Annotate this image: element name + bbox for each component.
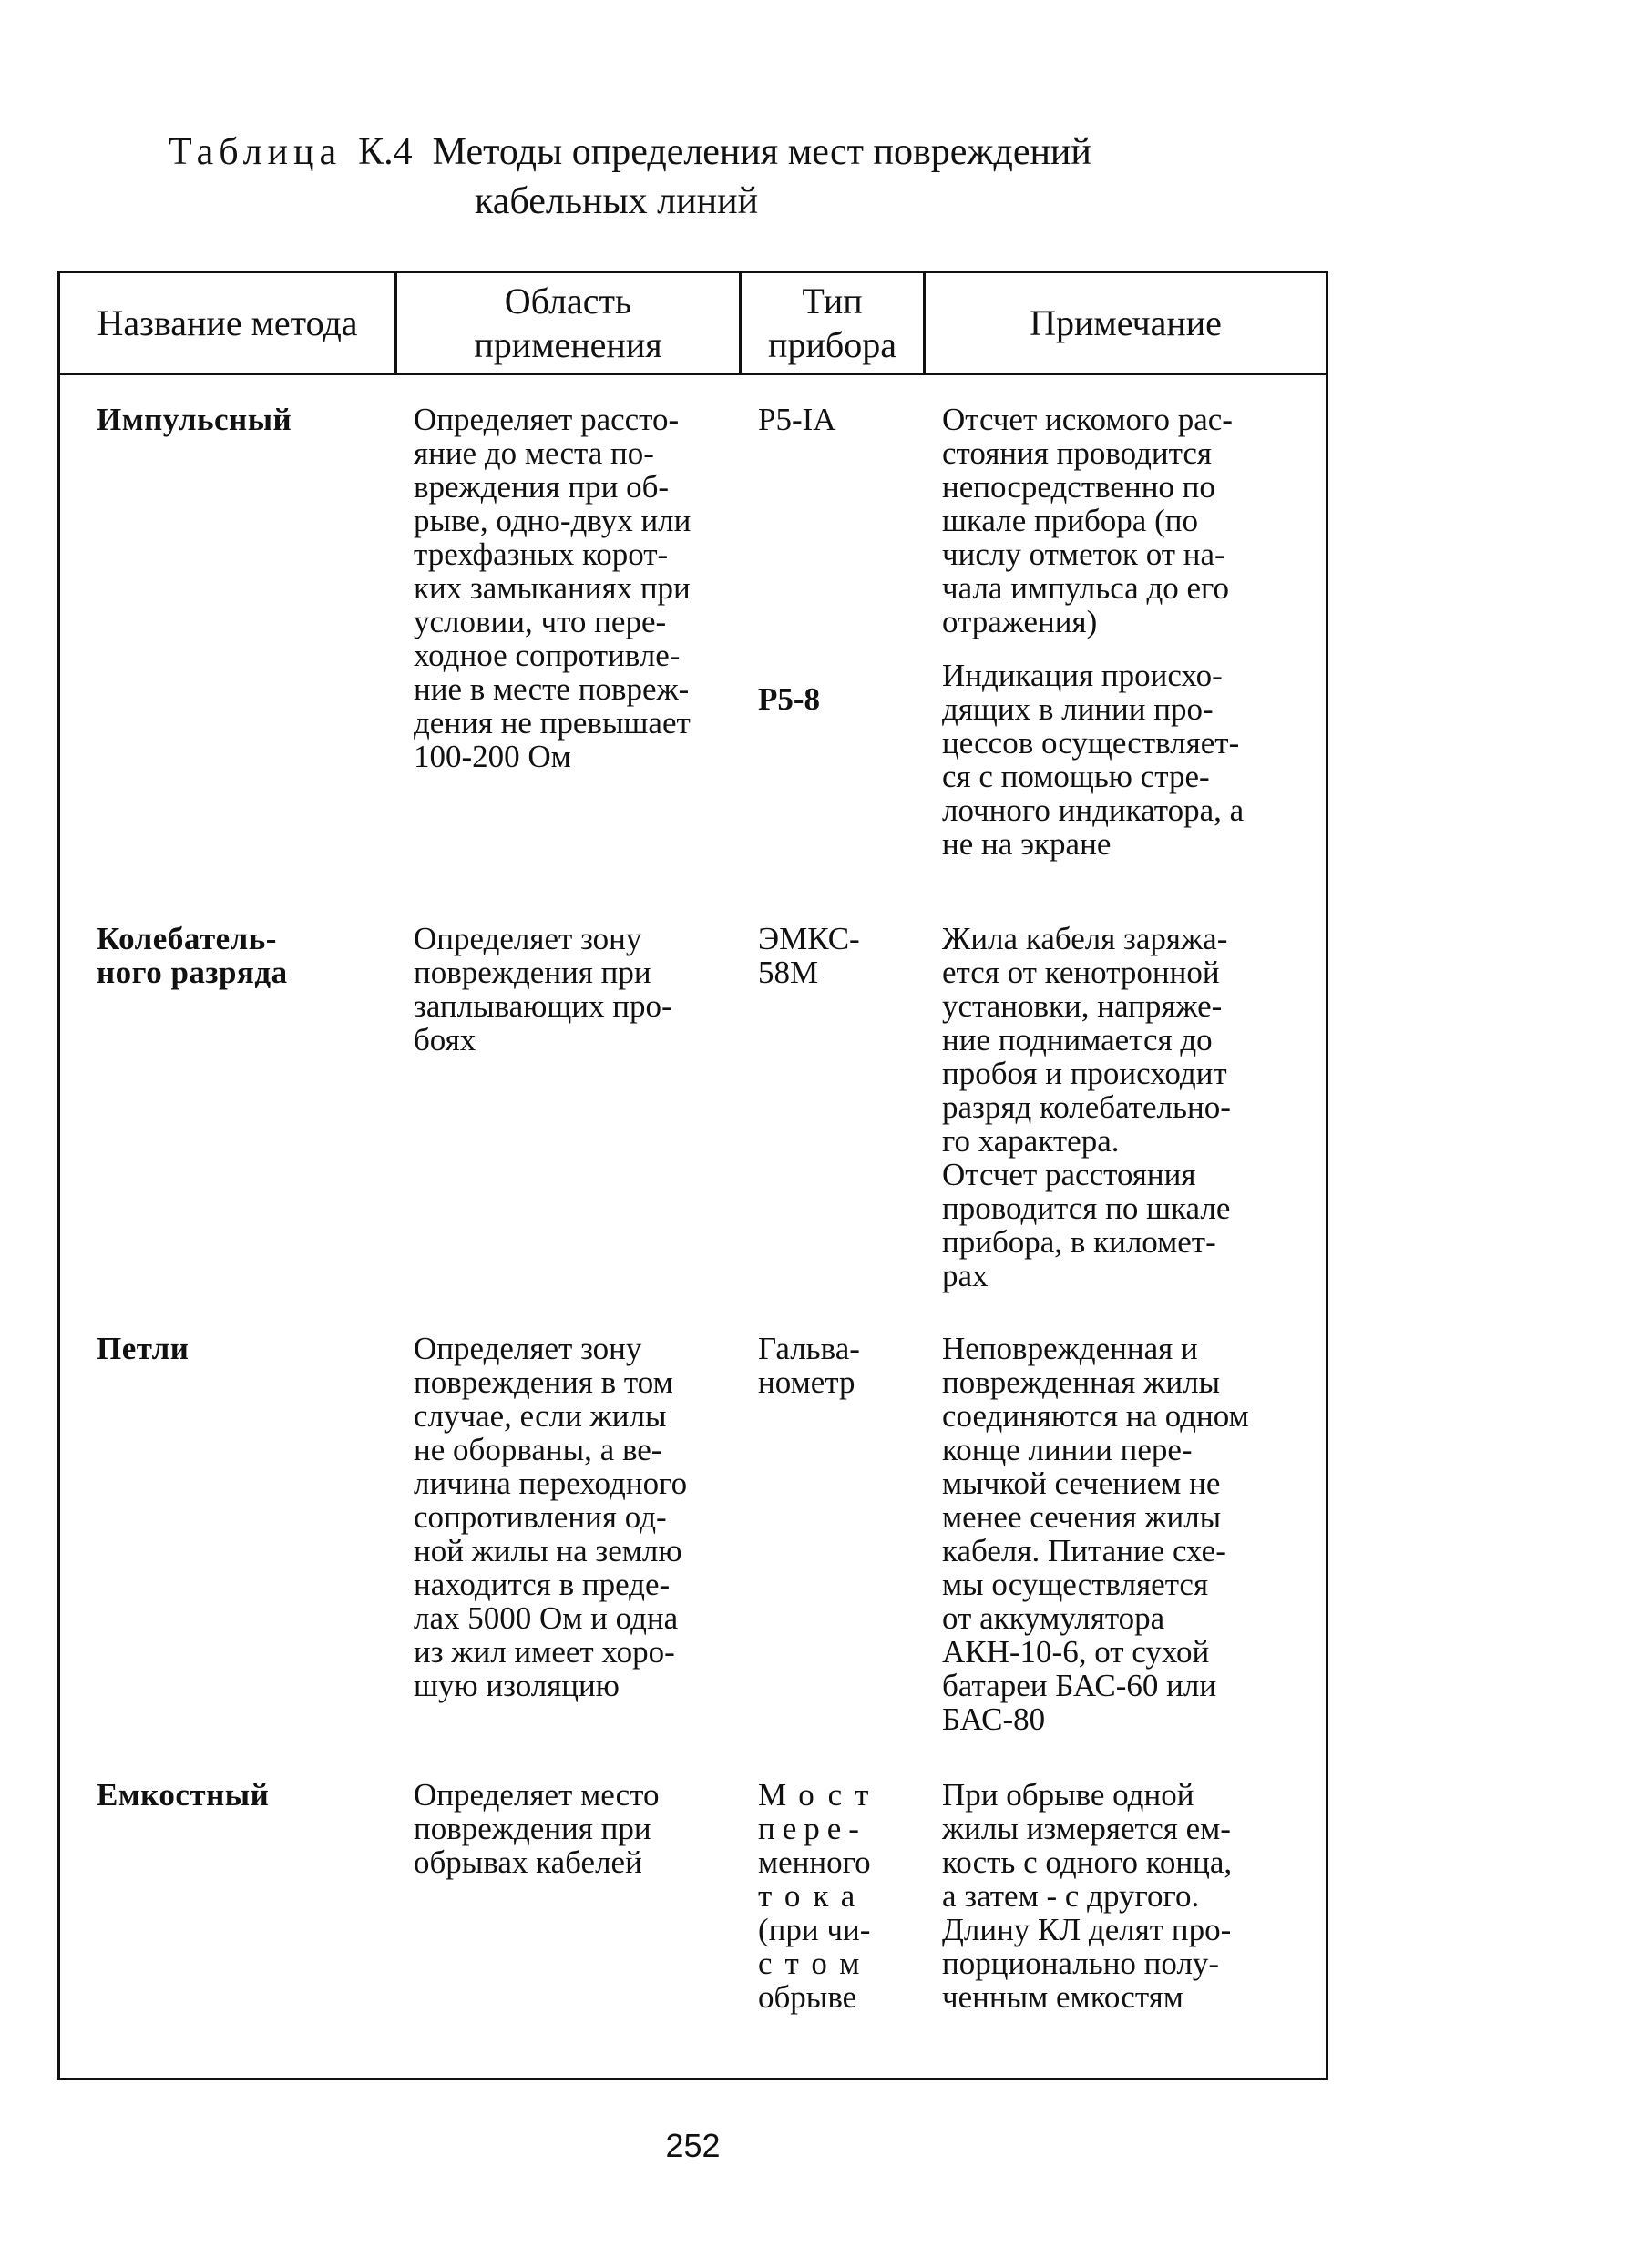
application-area-cell bbox=[397, 922, 742, 1332]
table-body bbox=[60, 403, 1326, 2051]
header-application-area bbox=[397, 273, 742, 373]
text-line: лочного индикатора, а bbox=[942, 792, 1245, 828]
text-line: Неповрежденная и bbox=[942, 1331, 1198, 1366]
header-method-name: Название метода bbox=[60, 273, 397, 373]
spacer bbox=[758, 436, 917, 682]
text-line: стом bbox=[758, 1946, 873, 1981]
text-line: менного bbox=[758, 1844, 871, 1880]
text-line: конце линии пере- bbox=[942, 1432, 1193, 1467]
text-line: стояния проводится bbox=[942, 435, 1213, 471]
method-name-cell: Емкостный bbox=[97, 1777, 270, 1813]
note-cell bbox=[926, 403, 1326, 922]
text-line: сопротивления од- bbox=[414, 1499, 667, 1535]
table-row bbox=[60, 403, 1326, 922]
text-line: трехфазных корот- bbox=[414, 536, 669, 572]
text-line: чала импульса до его bbox=[942, 570, 1230, 606]
text-line: ется от кенотронной bbox=[942, 955, 1220, 990]
text-line: яние до места по- bbox=[414, 435, 654, 471]
table-row bbox=[60, 922, 1326, 1332]
text-line: (при чи- bbox=[758, 1912, 871, 1947]
table-row bbox=[60, 1778, 1326, 2051]
text-line: разряд колебательно- bbox=[942, 1089, 1231, 1125]
text-line: ченным емкостям bbox=[942, 1979, 1183, 2015]
text-line: мычкой сечением не bbox=[942, 1466, 1221, 1501]
device-name: Р5-IА bbox=[758, 402, 836, 437]
device-type-cell bbox=[742, 1332, 926, 1778]
text-line: из жил имеет хоро- bbox=[414, 1634, 675, 1670]
method-name-cell: Петли bbox=[97, 1331, 190, 1366]
page-number: 252 bbox=[665, 2127, 721, 2164]
table-header-row bbox=[57, 271, 1328, 375]
text-line: БАС-80 bbox=[942, 1701, 1046, 1737]
text-line: ся с помощью стре- bbox=[942, 759, 1210, 794]
text-line: мы осуществляется bbox=[942, 1567, 1209, 1602]
spacer bbox=[942, 639, 1309, 659]
text-line: соединяются на одном bbox=[942, 1398, 1249, 1434]
caption-label: Таблица bbox=[169, 131, 343, 173]
text-line: Отсчет искомого рас- bbox=[942, 402, 1233, 437]
text-line: кабеля. Питание схе- bbox=[942, 1533, 1226, 1568]
text-line: шкале прибора (по bbox=[942, 503, 1198, 538]
text-line: ние в месте повреж- bbox=[414, 671, 690, 707]
caption-title-line2: кабельных линий bbox=[475, 180, 759, 222]
table-row bbox=[60, 1332, 1326, 1778]
text-line: Жила кабеля заряжа- bbox=[942, 921, 1228, 956]
text-line: не на экране bbox=[942, 826, 1112, 862]
text-line: отражения) bbox=[942, 604, 1098, 639]
method-name-cell bbox=[60, 922, 397, 1332]
text-line: от аккумулятора bbox=[942, 1600, 1165, 1636]
methods-table bbox=[57, 271, 1328, 2080]
method-name-cell: Импульсный bbox=[97, 402, 292, 437]
caption-title-line1: Методы определения мест повреждений bbox=[432, 131, 1091, 173]
text-line: тока bbox=[758, 1878, 868, 1914]
text-line: рах bbox=[942, 1258, 989, 1293]
text-line: Определяет зону bbox=[414, 1331, 642, 1366]
text-line: вреждения при об- bbox=[414, 469, 670, 505]
text-line: ного разряда bbox=[97, 955, 288, 990]
text-line: жилы измеряется ем- bbox=[942, 1811, 1231, 1846]
text-line: Длину КЛ делят про- bbox=[942, 1912, 1232, 1947]
text-line: ние поднимается до bbox=[942, 1022, 1213, 1057]
text-line: 58М bbox=[758, 955, 819, 990]
header-device-type-text: Тип прибора bbox=[768, 280, 896, 365]
text-line: личина переходного bbox=[414, 1466, 688, 1501]
text-line: Мост bbox=[758, 1777, 882, 1813]
text-line: АКН-10-6, от сухой bbox=[942, 1634, 1210, 1670]
text-line: ной жилы на землю bbox=[414, 1533, 682, 1568]
note-cell bbox=[926, 1778, 1326, 2051]
text-line: обрывах кабелей bbox=[414, 1844, 642, 1880]
text-line: 100-200 Ом bbox=[414, 739, 571, 774]
text-line: нометр bbox=[758, 1364, 855, 1400]
text-line: условии, что пере- bbox=[414, 604, 667, 639]
text-line: дения не превышает bbox=[414, 705, 691, 741]
text-line: а затем - с другого. bbox=[942, 1878, 1200, 1914]
application-area-cell bbox=[397, 1778, 742, 2051]
text-line: числу отметок от на- bbox=[942, 536, 1225, 572]
text-line: повреждения в том bbox=[414, 1364, 673, 1400]
text-line: го характера. bbox=[942, 1123, 1120, 1159]
text-line: пере- bbox=[758, 1811, 866, 1846]
table-caption bbox=[169, 128, 1307, 226]
text-line: проводится по шкале bbox=[942, 1190, 1231, 1226]
text-line: менее сечения жилы bbox=[942, 1499, 1222, 1535]
text-line: Гальва- bbox=[758, 1331, 860, 1366]
device-type-cell bbox=[742, 1778, 926, 2051]
text-line: При обрыве одной bbox=[942, 1777, 1194, 1813]
header-application-area-text: Область применения bbox=[474, 280, 662, 365]
caption-number: К.4 bbox=[358, 131, 413, 173]
text-line: цессов осуществляет- bbox=[942, 725, 1240, 761]
text-line: повреждения при bbox=[414, 955, 651, 990]
text-line: установки, напряже- bbox=[942, 988, 1223, 1024]
text-line: непосредственно по bbox=[942, 469, 1215, 505]
text-line: лах 5000 Ом и одна bbox=[414, 1600, 679, 1636]
text-line: боях bbox=[414, 1022, 476, 1057]
text-line: шую изоляцию bbox=[414, 1668, 620, 1703]
text-line: Определяет рассто- bbox=[414, 402, 680, 437]
text-line: Индикация происхо- bbox=[942, 658, 1223, 693]
text-line: Определяет зону bbox=[414, 921, 642, 956]
text-line: ких замыканиях при bbox=[414, 570, 691, 606]
text-line: ЭМКС- bbox=[758, 921, 860, 956]
text-line: случае, если жилы bbox=[414, 1398, 667, 1434]
text-line: Отсчет расстояния bbox=[942, 1157, 1196, 1192]
text-line: заплывающих про- bbox=[414, 988, 672, 1024]
device-type-cell bbox=[742, 403, 926, 922]
text-line: Колебатель- bbox=[97, 921, 277, 956]
header-note: Примечание bbox=[1030, 301, 1222, 343]
text-line: прибора, в километ- bbox=[942, 1224, 1216, 1260]
text-line: ходное сопротивле- bbox=[414, 638, 681, 673]
application-area-cell bbox=[397, 1332, 742, 1778]
text-line: порционально полу- bbox=[942, 1946, 1220, 1981]
header-device-type bbox=[742, 273, 926, 373]
text-line: пробоя и происходит bbox=[942, 1056, 1227, 1091]
text-line: батареи БАС-60 или bbox=[942, 1668, 1217, 1703]
note-cell bbox=[926, 922, 1326, 1332]
text-line: повреждения при bbox=[414, 1811, 651, 1846]
text-line: рыве, одно-двух или bbox=[414, 503, 692, 538]
device-name: Р5-8 bbox=[758, 681, 821, 717]
text-line: Определяет место bbox=[414, 1777, 660, 1813]
device-type-cell bbox=[742, 922, 926, 1332]
text-line: поврежденная жилы bbox=[942, 1364, 1221, 1400]
text-line: обрыве bbox=[758, 1979, 857, 2015]
application-area-cell bbox=[397, 403, 742, 922]
text-line: находится в преде- bbox=[414, 1567, 671, 1602]
text-line: дящих в линии про- bbox=[942, 691, 1214, 727]
text-line: не оборваны, а ве- bbox=[414, 1432, 662, 1467]
note-cell bbox=[926, 1332, 1326, 1778]
text-line: кость с одного конца, bbox=[942, 1844, 1233, 1880]
